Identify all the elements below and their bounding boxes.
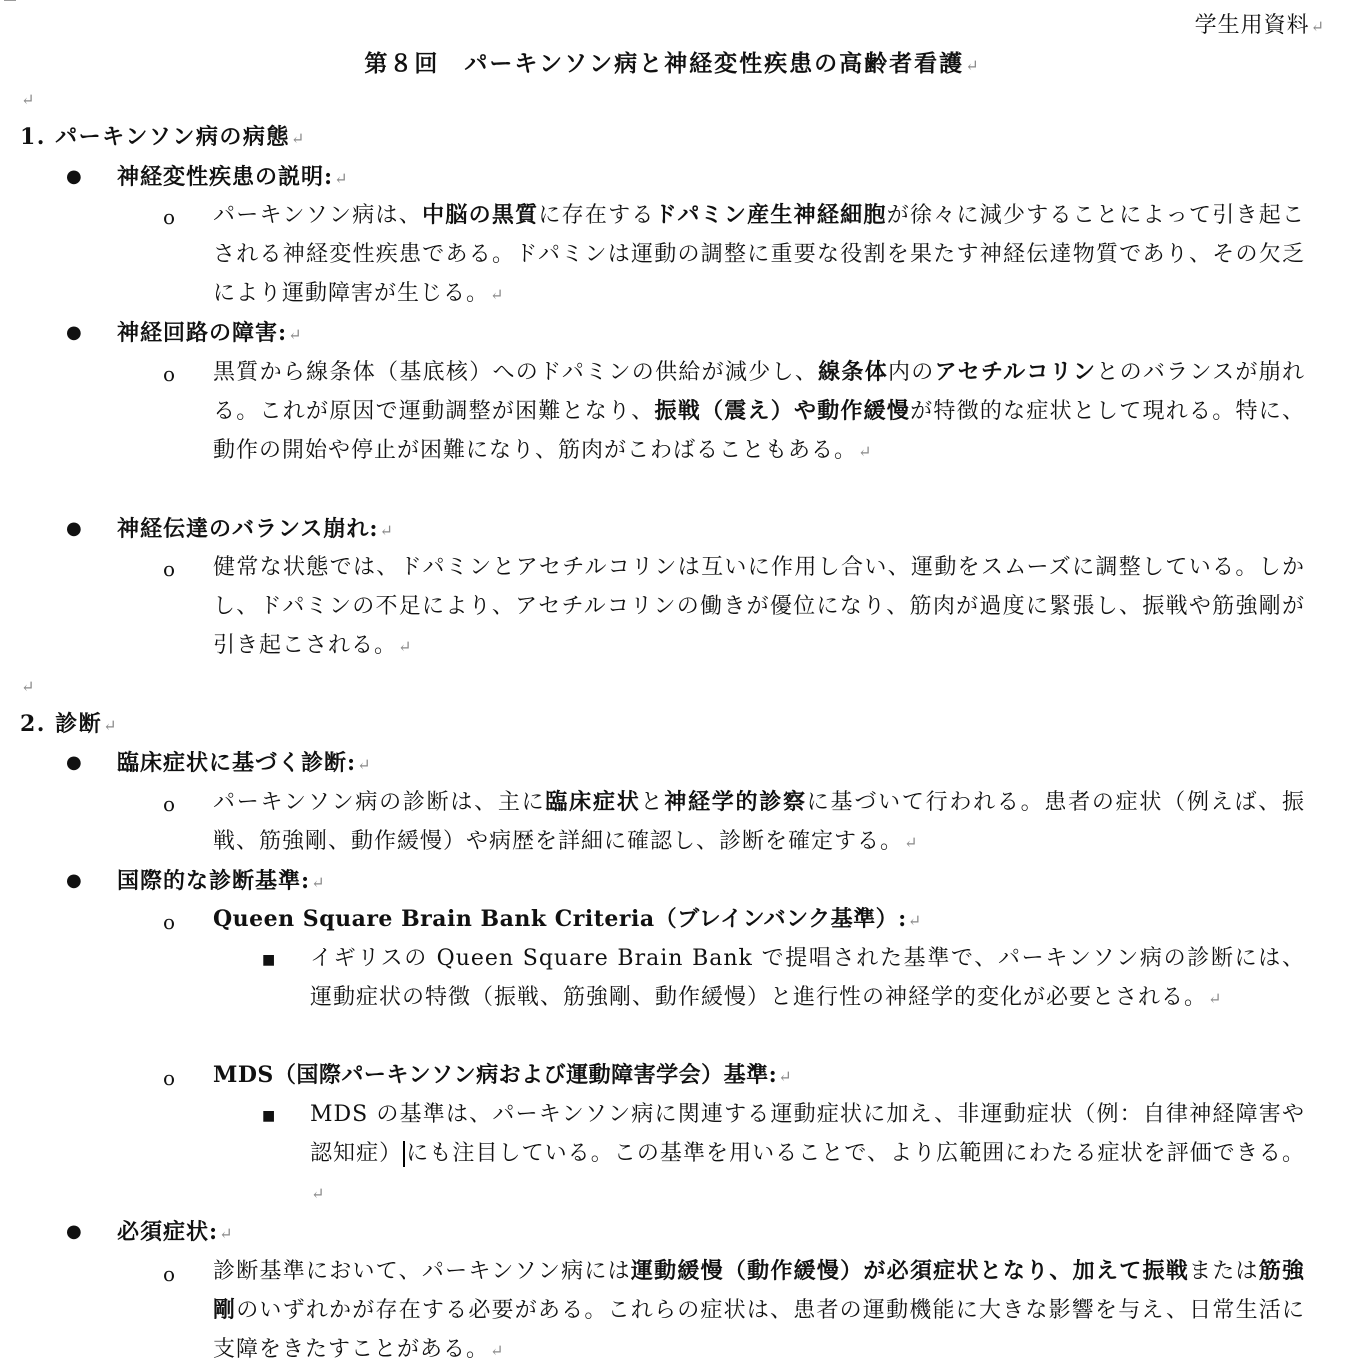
circle-bullet-icon: o xyxy=(163,910,176,934)
bullet-label[interactable]: 神経回路の障害:↵ xyxy=(117,320,303,346)
bullet-label[interactable]: 神経伝達のバランス崩れ:↵ xyxy=(117,516,394,542)
bullet-label[interactable]: 神経変性疾患の説明:↵ xyxy=(117,164,349,190)
circle-bullet-icon: o xyxy=(163,1066,176,1090)
paragraph[interactable]: MDS の基準は、パーキンソン病に関連する運動症状に加え、非運動症状（例：自律神経障害や認知症） にも注目している。この基準を用いることで、より広範囲にわたる症状を評価できる。↵ xyxy=(310,1102,1305,1203)
circle-bullet-icon: o xyxy=(163,792,176,816)
section-heading-2[interactable]: 2. 診断↵ xyxy=(20,711,119,737)
square-bullet-icon: ■ xyxy=(262,952,276,968)
document-title[interactable]: 第８回 パーキンソン病と神経変性疾患の高齢者看護↵ xyxy=(364,50,981,77)
text-cursor xyxy=(403,1141,405,1167)
paragraph[interactable]: 診断基準において、パーキンソン病には運動緩慢（動作緩慢）が必須症状となり、加えて振戦または筋強剛のいずれかが存在する必要がある。これらの症状は、患者の運動機能に大きな影響を与え、日常生活に支障をきたすことがある。↵ xyxy=(213,1258,1305,1362)
header-label: 学生用資料↵ xyxy=(1194,13,1325,38)
empty-paragraph-mark: ↵ xyxy=(21,90,35,109)
bullet-icon: ● xyxy=(66,322,82,343)
bullet-icon: ● xyxy=(66,166,82,187)
paragraph[interactable]: パーキンソン病の診断は、主に臨床症状と神経学的診察に基づいて行われる。患者の症状（例えば、振戦、筋強剛、動作緩慢）や病歴を詳細に確認し、診断を確定する。↵ xyxy=(213,789,1305,854)
circle-bullet-icon: o xyxy=(163,1262,176,1286)
bullet-label[interactable]: 臨床症状に基づく診断:↵ xyxy=(117,750,372,776)
circle-bullet-icon: o xyxy=(163,205,176,229)
section-heading-1[interactable]: 1. パーキンソン病の病態↵ xyxy=(20,124,306,150)
bullet-label[interactable]: 国際的な診断基準:↵ xyxy=(117,868,326,894)
circle-bullet-icon: o xyxy=(163,362,176,386)
paragraph[interactable]: 健常な状態では、ドパミンとアセチルコリンは互いに作用し合い、運動をスムーズに調整している。しかし、ドパミンの不足により、アセチルコリンの働きが優位になり、筋肉が過度に緊張し、振戦や筋強剛が引き起こされる。↵ xyxy=(213,555,1305,658)
bullet-icon: ● xyxy=(66,870,82,891)
page-corner-mark xyxy=(4,0,16,1)
circle-bullet-icon: o xyxy=(163,557,176,581)
paragraph[interactable]: 黒質から線条体（基底核）へのドパミンの供給が減少し、線条体内のアセチルコリンとのバランスが崩れる。これが原因で運動調整が困難となり、振戦（震え）や動作緩慢が特徴的な症状として現れる。特に、動作の開始や停止が困難になり、筋肉がこわばることもある。↵ xyxy=(213,359,1305,463)
square-bullet-icon: ■ xyxy=(262,1108,276,1124)
sub-bullet-label[interactable]: MDS（国際パーキンソン病および運動障害学会）基準:↵ xyxy=(213,1062,793,1088)
paragraph[interactable]: パーキンソン病は、中脳の黒質に存在するドパミン産生神経細胞が徐々に減少することによって引き起こされる神経変性疾患である。ドパミンは運動の調整に重要な役割を果たす神経伝達物質であり、その欠乏により運動障害が生じる。↵ xyxy=(213,202,1305,306)
bullet-icon: ● xyxy=(66,1221,82,1242)
bullet-icon: ● xyxy=(66,518,82,539)
sub-bullet-label[interactable]: Queen Square Brain Bank Criteria（ブレインバンク基準）:↵ xyxy=(213,906,922,932)
bullet-label[interactable]: 必須症状:↵ xyxy=(117,1219,234,1245)
paragraph[interactable]: イギリスの Queen Square Brain Bank で提唱された基準で、パーキンソン病の診断には、運動症状の特徴（振戦、筋強剛、動作緩慢）と進行性の神経学的変化が必要とされる。↵ xyxy=(310,946,1305,1010)
bullet-icon: ● xyxy=(66,752,82,773)
empty-paragraph-mark: ↵ xyxy=(21,677,35,696)
